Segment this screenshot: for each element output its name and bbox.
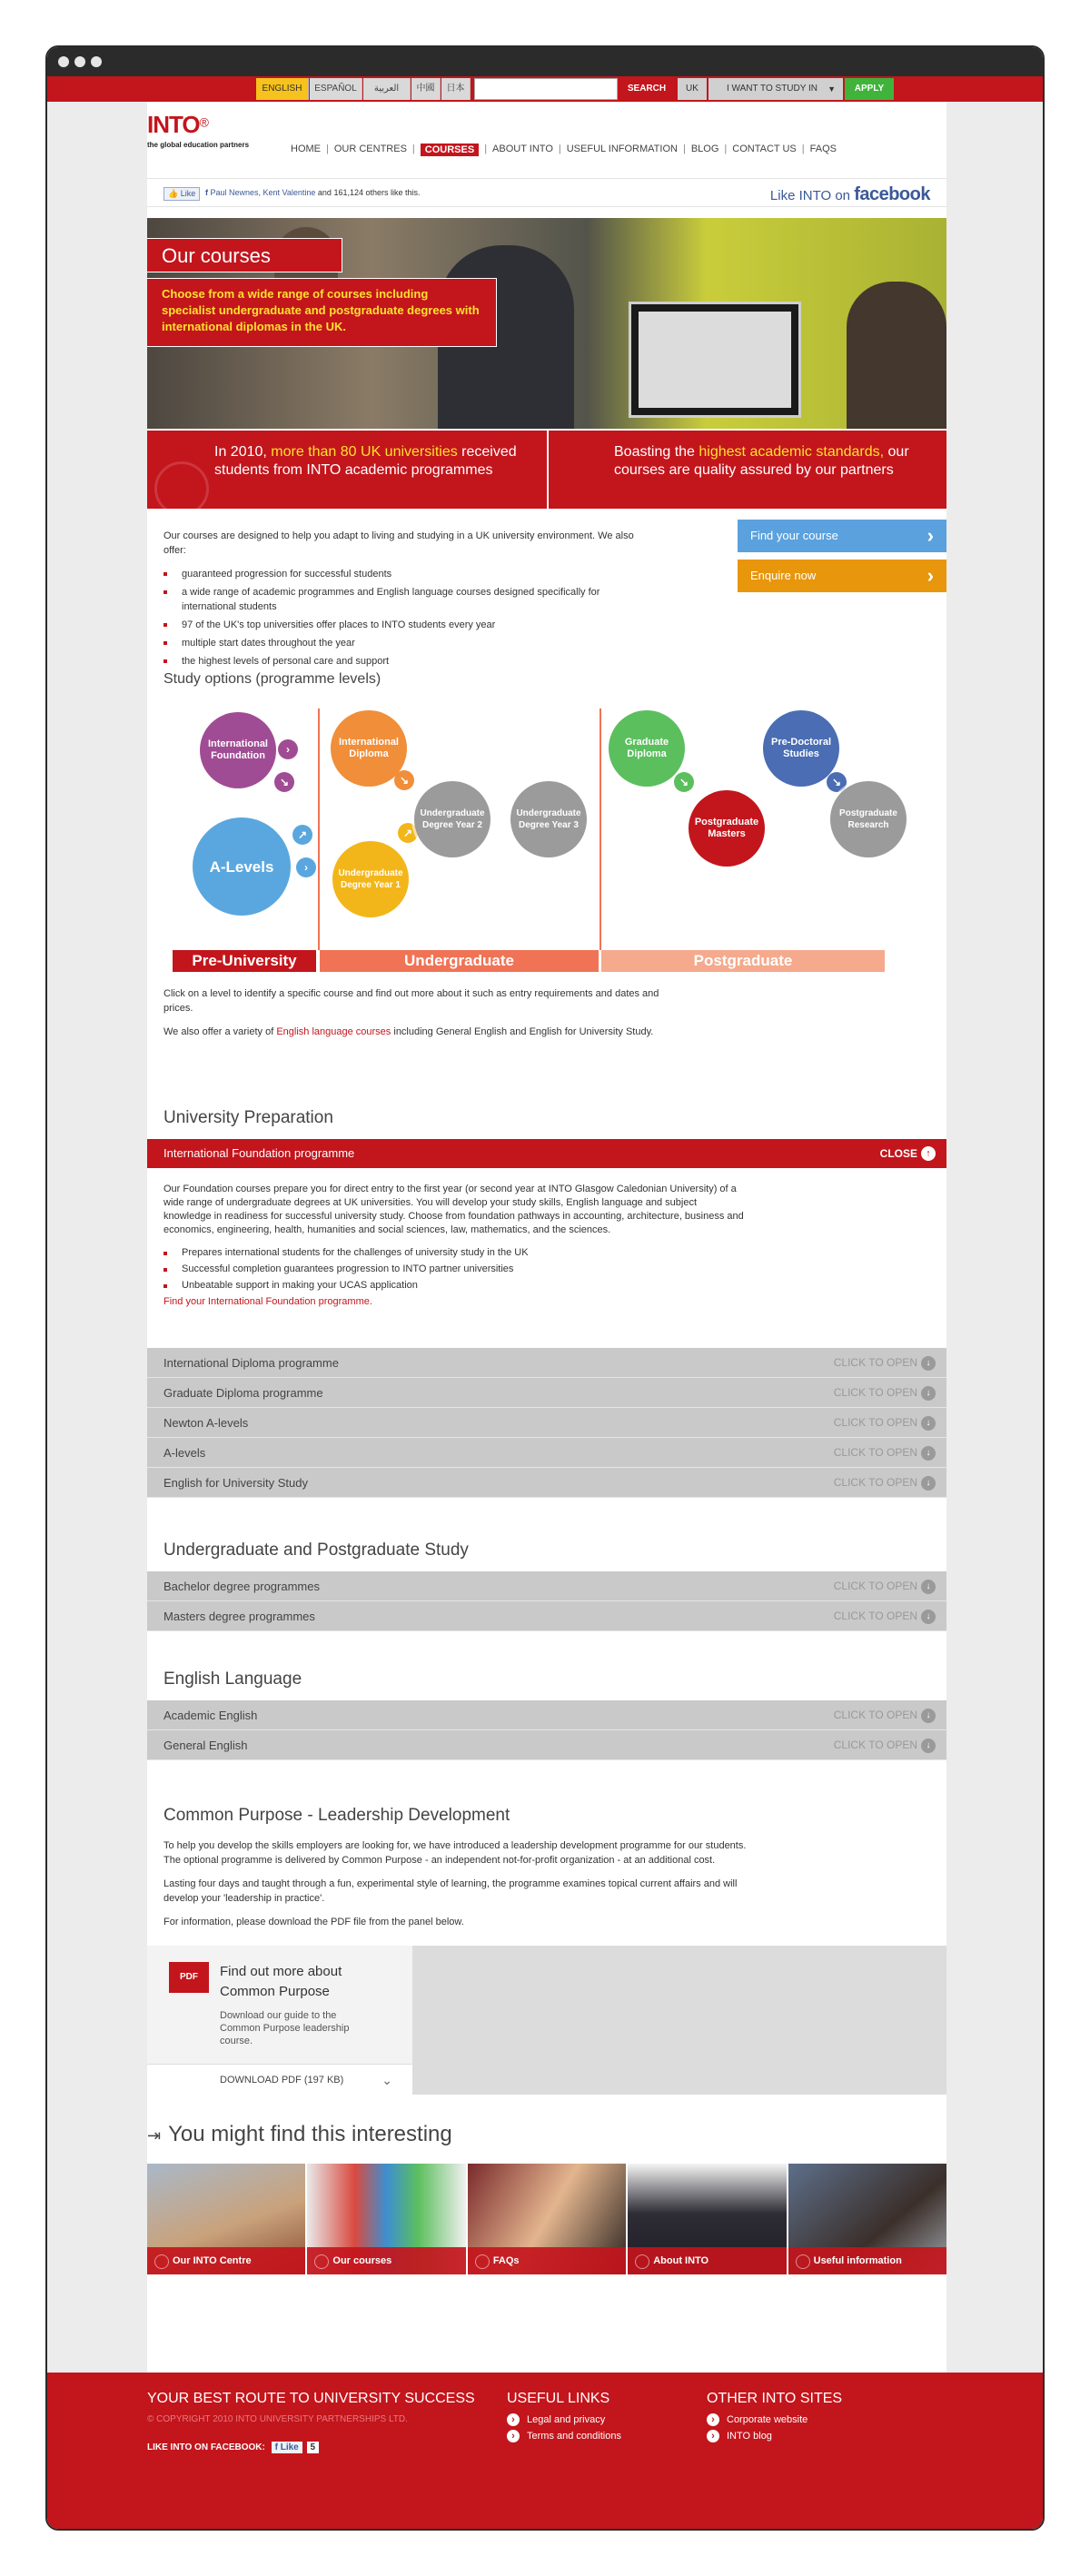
click-to-open-label: CLICK TO OPEN bbox=[833, 1416, 917, 1429]
click-to-open-label: CLICK TO OPEN bbox=[833, 1386, 917, 1399]
node-undergraduate-year-3[interactable]: Undergraduate Degree Year 3 bbox=[510, 781, 587, 857]
band-pre-university[interactable]: Pre-University bbox=[173, 950, 316, 972]
node-postgraduate-masters[interactable]: Postgraduate Masters bbox=[689, 790, 765, 867]
node-international-diploma[interactable]: International Diploma bbox=[331, 710, 407, 787]
accordion-masters[interactable] bbox=[147, 1601, 946, 1631]
country-label: UK bbox=[678, 78, 707, 100]
enquire-button[interactable] bbox=[738, 560, 946, 592]
nav-separator: | bbox=[484, 144, 488, 154]
stat-left-post: received students from INTO academic programmes bbox=[214, 444, 517, 478]
download-pdf-button[interactable] bbox=[147, 2064, 412, 2095]
chevron-down-icon: ↓ bbox=[921, 1446, 936, 1461]
accordion-title: Graduate Diploma programme bbox=[164, 1386, 323, 1400]
tile-label: Useful information bbox=[788, 2247, 946, 2274]
footer-link-terms[interactable]: › Terms and conditions bbox=[507, 2431, 689, 2442]
chevron-down-icon: ↓ bbox=[921, 1580, 936, 1594]
chevron-down-icon: ↓ bbox=[921, 1386, 936, 1401]
nav-separator: | bbox=[411, 144, 415, 154]
nav-contact-us[interactable]: CONTACT US bbox=[732, 144, 797, 154]
useful-links-heading: USEFUL LINKS bbox=[507, 2391, 610, 2406]
page-container bbox=[147, 102, 946, 2373]
node-international-foundation[interactable]: International Foundation bbox=[200, 712, 276, 788]
stat-left-pre: In 2010, bbox=[214, 444, 272, 460]
accordion-international-foundation[interactable] bbox=[147, 1139, 946, 1168]
common-purpose-p1: To help you develop the skills employers are looking for, we have introduced a leadership development programme for our students. The optional programme is delivered by Common Purpose - an independent not-for-profit organization - at an additional cost. bbox=[164, 1840, 747, 1866]
stat-standards bbox=[547, 431, 946, 509]
section-common-purpose: Common Purpose - Leadership Development bbox=[164, 1806, 510, 1825]
list-item: the highest levels of personal care and support bbox=[164, 654, 654, 669]
arrow-up-right-icon: ↗ bbox=[292, 825, 312, 845]
language-japanese[interactable]: 日本 bbox=[441, 78, 471, 100]
tile-our-into-centre[interactable] bbox=[147, 2164, 305, 2274]
pdf-card bbox=[147, 1946, 412, 2095]
chevron-up-icon[interactable]: ↑ bbox=[921, 1146, 936, 1161]
intro-text: Our courses are designed to help you adapt to living and studying in a UK university environment. We also offer: bbox=[164, 530, 634, 556]
click-to-open-label: CLICK TO OPEN bbox=[833, 1739, 917, 1751]
footer-col-other-sites bbox=[707, 2391, 888, 2442]
language-arabic[interactable]: العربية bbox=[363, 78, 411, 100]
pdf-description: Download our guide to the Common Purpose leadership course. bbox=[220, 2010, 350, 2046]
accordion-bachelor[interactable] bbox=[147, 1571, 946, 1601]
nav-blog[interactable]: BLOG bbox=[690, 144, 719, 154]
footer-link-blog[interactable]: › INTO blog bbox=[707, 2431, 888, 2442]
tile-label: FAQs bbox=[468, 2247, 626, 2274]
common-purpose-p2: Lasting four days and taught through a fun, experimental style of learning, the programme examines topical current affairs and will develop your 'leadership in practice'. bbox=[164, 1878, 738, 1904]
arrow-down-right-icon: ↘ bbox=[394, 770, 414, 790]
pdf-icon: PDF bbox=[169, 1962, 209, 1993]
english-courses-text bbox=[164, 1025, 672, 1039]
diagram-divider bbox=[600, 708, 601, 950]
click-to-open-label: CLICK TO OPEN bbox=[833, 1709, 917, 1721]
stat-right-highlight: highest academic standards, bbox=[699, 444, 885, 460]
nav-home[interactable]: HOME bbox=[291, 144, 321, 154]
hero-monitor bbox=[629, 302, 801, 418]
intro-section bbox=[164, 529, 654, 687]
accordion-newton-a-levels[interactable] bbox=[147, 1408, 946, 1438]
window-dot-icon[interactable] bbox=[91, 56, 102, 67]
band-undergraduate[interactable]: Undergraduate bbox=[320, 950, 599, 972]
footer-facebook-count: 5 bbox=[307, 2442, 320, 2453]
accordion-body bbox=[164, 1183, 745, 1309]
pdf-title: Find out more about Common Purpose bbox=[220, 1964, 342, 1999]
section-english-language: English Language bbox=[164, 1669, 302, 1689]
foundation-link[interactable]: Find your International Foundation programme. bbox=[164, 1296, 372, 1307]
stat-left-highlight: more than 80 UK universities bbox=[271, 444, 458, 460]
logo-text: INTO bbox=[147, 111, 200, 138]
arrow-right-icon: › bbox=[278, 739, 298, 759]
accordion-general-english[interactable] bbox=[147, 1730, 946, 1760]
like-into-facebook[interactable] bbox=[770, 184, 930, 205]
accordion-title: Masters degree programmes bbox=[164, 1610, 315, 1623]
window-dot-icon[interactable] bbox=[58, 56, 69, 67]
footer-facebook-label: LIKE INTO ON FACEBOOK: bbox=[147, 2442, 265, 2452]
tile-about-into[interactable] bbox=[628, 2164, 786, 2274]
chevron-down-icon: ↓ bbox=[921, 1356, 936, 1371]
list-item: multiple start dates throughout the year bbox=[164, 636, 654, 650]
accordion-title: English for University Study bbox=[164, 1476, 308, 1490]
footer-col-main bbox=[147, 2391, 501, 2452]
accordion-title: A-levels bbox=[164, 1446, 206, 1460]
tile-label: Our courses bbox=[307, 2247, 465, 2274]
accordion-international-diploma[interactable] bbox=[147, 1348, 946, 1378]
nav-faqs[interactable]: FAQS bbox=[809, 144, 837, 154]
section-university-preparation: University Preparation bbox=[164, 1108, 333, 1127]
study-options-heading: Study options (programme levels) bbox=[164, 671, 382, 687]
stat-right-post: our courses are quality assured by our partners bbox=[614, 444, 909, 478]
footer-link-legal[interactable]: › Legal and privacy bbox=[507, 2414, 689, 2425]
facebook-others: and 161,124 others like this. bbox=[315, 188, 421, 197]
top-utility-bar bbox=[47, 76, 1043, 102]
chevron-down-icon: ▼ bbox=[827, 84, 836, 94]
arrow-down-right-icon: ↘ bbox=[674, 772, 694, 792]
study-in-select-label: I WANT TO STUDY IN bbox=[727, 84, 818, 94]
facebook-like-text bbox=[205, 188, 421, 197]
tile-our-courses[interactable] bbox=[307, 2164, 465, 2274]
node-graduate-diploma[interactable]: Graduate Diploma bbox=[609, 710, 685, 787]
tile-faqs[interactable] bbox=[468, 2164, 626, 2274]
facebook-bar bbox=[147, 178, 946, 207]
facebook-icon: f bbox=[205, 188, 208, 197]
list-item: guaranteed progression for successful students bbox=[164, 567, 654, 581]
footer-facebook-like-label: Like bbox=[280, 2442, 299, 2452]
click-to-open-label: CLICK TO OPEN bbox=[833, 1356, 917, 1369]
interesting-heading-text: You might find this interesting bbox=[168, 2122, 452, 2146]
accordion-academic-english[interactable] bbox=[147, 1700, 946, 1730]
facebook-names[interactable]: Paul Newnes, Kent Valentine bbox=[210, 188, 316, 197]
accordion-title: International Foundation programme bbox=[164, 1146, 355, 1160]
foundation-bullets bbox=[164, 1246, 745, 1293]
chevron-right-icon: › bbox=[926, 564, 934, 587]
pdf-panel bbox=[147, 1946, 946, 2095]
footer-facebook bbox=[147, 2442, 501, 2452]
footer-heading: YOUR BEST ROUTE TO UNIVERSITY SUCCESS bbox=[147, 2391, 475, 2406]
enquire-label: Enquire now bbox=[750, 569, 817, 582]
click-to-open-label: CLICK TO OPEN bbox=[833, 1610, 917, 1622]
stat-universities bbox=[147, 431, 547, 509]
nav-separator: | bbox=[682, 144, 686, 154]
tile-useful-information[interactable] bbox=[788, 2164, 946, 2274]
facebook-icon: f bbox=[274, 2442, 278, 2452]
facebook-like-button[interactable]: 👍 Like bbox=[164, 187, 200, 201]
node-undergraduate-year-2[interactable]: Undergraduate Degree Year 2 bbox=[414, 781, 490, 857]
accordion-list-english bbox=[147, 1700, 946, 1760]
node-postgraduate-research[interactable]: Postgraduate Research bbox=[830, 781, 907, 857]
site-header bbox=[147, 102, 946, 218]
chevron-down-icon: ⌄ bbox=[382, 2073, 392, 2087]
arrow-right-icon: › bbox=[296, 857, 316, 877]
node-a-levels[interactable]: A-Levels bbox=[193, 817, 291, 916]
interesting-heading bbox=[147, 2122, 452, 2147]
foundation-description: Our Foundation courses prepare you for direct entry to the first year (or second year at INTO Glasgow Caledonian University) of a wide range of undergraduate degrees at UK universities. You will develop your study skills, English language and subject knowledge in readiness for successful university study. Choose from foundation pathways in accounting, architecture, business and economics, engineering, health, humanities and social sciences, law, mathematics, and the sciences. bbox=[164, 1184, 744, 1235]
accordion-english-university-study[interactable] bbox=[147, 1468, 946, 1498]
language-espanol[interactable]: ESPAÑOL bbox=[310, 78, 362, 100]
main-nav bbox=[291, 144, 842, 156]
accordion-a-levels[interactable] bbox=[147, 1438, 946, 1468]
nav-separator: | bbox=[326, 144, 329, 154]
search-input[interactable] bbox=[474, 78, 618, 100]
accordion-graduate-diploma[interactable] bbox=[147, 1378, 946, 1408]
chevron-down-icon: ↓ bbox=[921, 1739, 936, 1753]
window-dot-icon[interactable] bbox=[74, 56, 85, 67]
section-ug-pg: Undergraduate and Postgraduate Study bbox=[164, 1541, 469, 1560]
nav-separator: | bbox=[801, 144, 805, 154]
like-into-label: Like INTO on bbox=[769, 188, 851, 203]
hero-description: Choose from a wide range of courses including specialist undergraduate and postgraduate degrees with international diplomas in the UK. bbox=[147, 278, 497, 347]
accordion-list-ug-pg bbox=[147, 1571, 946, 1631]
accordion-title: Bachelor degree programmes bbox=[164, 1580, 320, 1593]
click-to-open-label: CLICK TO OPEN bbox=[833, 1476, 917, 1489]
english-post: including General English and English for University Study. bbox=[391, 1026, 654, 1037]
click-to-open-label: CLICK TO OPEN bbox=[833, 1580, 917, 1592]
search-button[interactable]: SEARCH bbox=[619, 78, 674, 100]
hero-screen bbox=[639, 312, 791, 408]
interesting-tiles bbox=[147, 2164, 946, 2274]
chevron-right-icon: › bbox=[926, 524, 934, 547]
hero-banner bbox=[147, 218, 946, 429]
footer-col-useful-links bbox=[507, 2391, 689, 2442]
nav-about-into[interactable]: ABOUT INTO bbox=[492, 144, 553, 154]
facebook-wordmark: facebook bbox=[854, 184, 930, 204]
chevron-down-icon: ↓ bbox=[921, 1416, 936, 1431]
accordion-title: General English bbox=[164, 1739, 248, 1752]
logo-tagline: the global education partners bbox=[147, 141, 250, 149]
stat-right-pre: Boasting the bbox=[614, 444, 699, 460]
study-in-select[interactable] bbox=[708, 78, 843, 100]
diagram-instructions-text: Click on a level to identify a specific course and find out more about it such as entry requirements and dates and prices. bbox=[164, 988, 659, 1014]
list-item: 97 of the UK's top universities offer places to INTO students every year bbox=[164, 618, 654, 632]
chevron-down-icon: ↓ bbox=[921, 1476, 936, 1491]
chevron-down-icon: ↓ bbox=[921, 1610, 936, 1624]
into-logo[interactable] bbox=[147, 111, 274, 149]
intro-bullets bbox=[164, 567, 654, 669]
accordion-title: Academic English bbox=[164, 1709, 258, 1722]
common-purpose-p3: For information, please download the PDF file from the panel below. bbox=[164, 1917, 464, 1927]
window-chrome bbox=[47, 47, 1043, 76]
tile-label: About INTO bbox=[628, 2247, 786, 2274]
list-item: a wide range of academic programmes and English language courses designed specifically for international students bbox=[164, 585, 654, 614]
arrow-up-right-icon: ↗ bbox=[398, 823, 418, 843]
nav-separator: | bbox=[724, 144, 728, 154]
common-purpose-text bbox=[164, 1838, 763, 1938]
logo-registered-icon: ® bbox=[199, 114, 209, 130]
footer-facebook-like-button[interactable] bbox=[272, 2442, 302, 2453]
programme-levels-diagram bbox=[173, 708, 899, 969]
footer-link-corporate[interactable]: › Corporate website bbox=[707, 2414, 888, 2425]
language-english[interactable]: ENGLISH bbox=[256, 78, 309, 100]
chevron-down-icon: ↓ bbox=[921, 1709, 936, 1723]
nav-separator: | bbox=[558, 144, 561, 154]
diagram-instructions bbox=[164, 986, 672, 1039]
accordion-title: Newton A-levels bbox=[164, 1416, 249, 1430]
click-to-open-label: CLICK TO OPEN bbox=[833, 1446, 917, 1459]
site-footer bbox=[47, 2373, 1045, 2531]
browser-frame bbox=[45, 45, 1045, 2531]
arrow-down-right-icon: ↘ bbox=[827, 772, 847, 792]
arrow-circle-icon bbox=[154, 461, 209, 516]
footer-copyright: © COPYRIGHT 2010 INTO UNIVERSITY PARTNERSHIPS LTD. bbox=[147, 2414, 408, 2424]
hero-person bbox=[847, 282, 946, 429]
tile-label: Our INTO Centre bbox=[147, 2247, 305, 2274]
band-postgraduate[interactable]: Postgraduate bbox=[601, 950, 885, 972]
arrow-right-icon: ⇥ bbox=[147, 2126, 162, 2145]
accordion-close-label[interactable]: CLOSE bbox=[879, 1147, 917, 1160]
accordion-list-preparation bbox=[147, 1348, 946, 1498]
arrow-down-right-icon: ↘ bbox=[274, 772, 294, 792]
diagram-divider bbox=[318, 708, 320, 950]
stats-banner bbox=[147, 429, 946, 509]
node-undergraduate-year-1[interactable]: Undergraduate Degree Year 1 bbox=[332, 841, 409, 917]
nav-courses[interactable]: COURSES bbox=[421, 144, 479, 156]
download-pdf-label: DOWNLOAD PDF (197 KB) bbox=[220, 2075, 344, 2086]
find-course-button[interactable] bbox=[738, 520, 946, 552]
hero-title: Our courses bbox=[147, 238, 342, 272]
accordion-title: International Diploma programme bbox=[164, 1356, 339, 1370]
english-pre: We also offer a variety of bbox=[164, 1026, 277, 1037]
other-sites-heading: OTHER INTO SITES bbox=[707, 2391, 843, 2406]
list-item: Successful completion guarantees progression to INTO partner universities bbox=[164, 1263, 745, 1276]
nav-our-centres[interactable]: OUR CENTRES bbox=[333, 144, 407, 154]
node-pre-doctoral-studies[interactable]: Pre-Doctoral Studies bbox=[763, 710, 839, 787]
language-chinese[interactable]: 中國 bbox=[411, 78, 441, 100]
list-item: Prepares international students for the challenges of university study in the UK bbox=[164, 1246, 745, 1260]
apply-button[interactable]: APPLY bbox=[845, 78, 894, 100]
english-courses-link[interactable]: English language courses bbox=[276, 1026, 391, 1037]
nav-useful-information[interactable]: USEFUL INFORMATION bbox=[566, 144, 678, 154]
facebook-like-label: Like bbox=[180, 189, 196, 198]
list-item: Unbeatable support in making your UCAS application bbox=[164, 1279, 745, 1293]
find-course-label: Find your course bbox=[750, 529, 838, 542]
